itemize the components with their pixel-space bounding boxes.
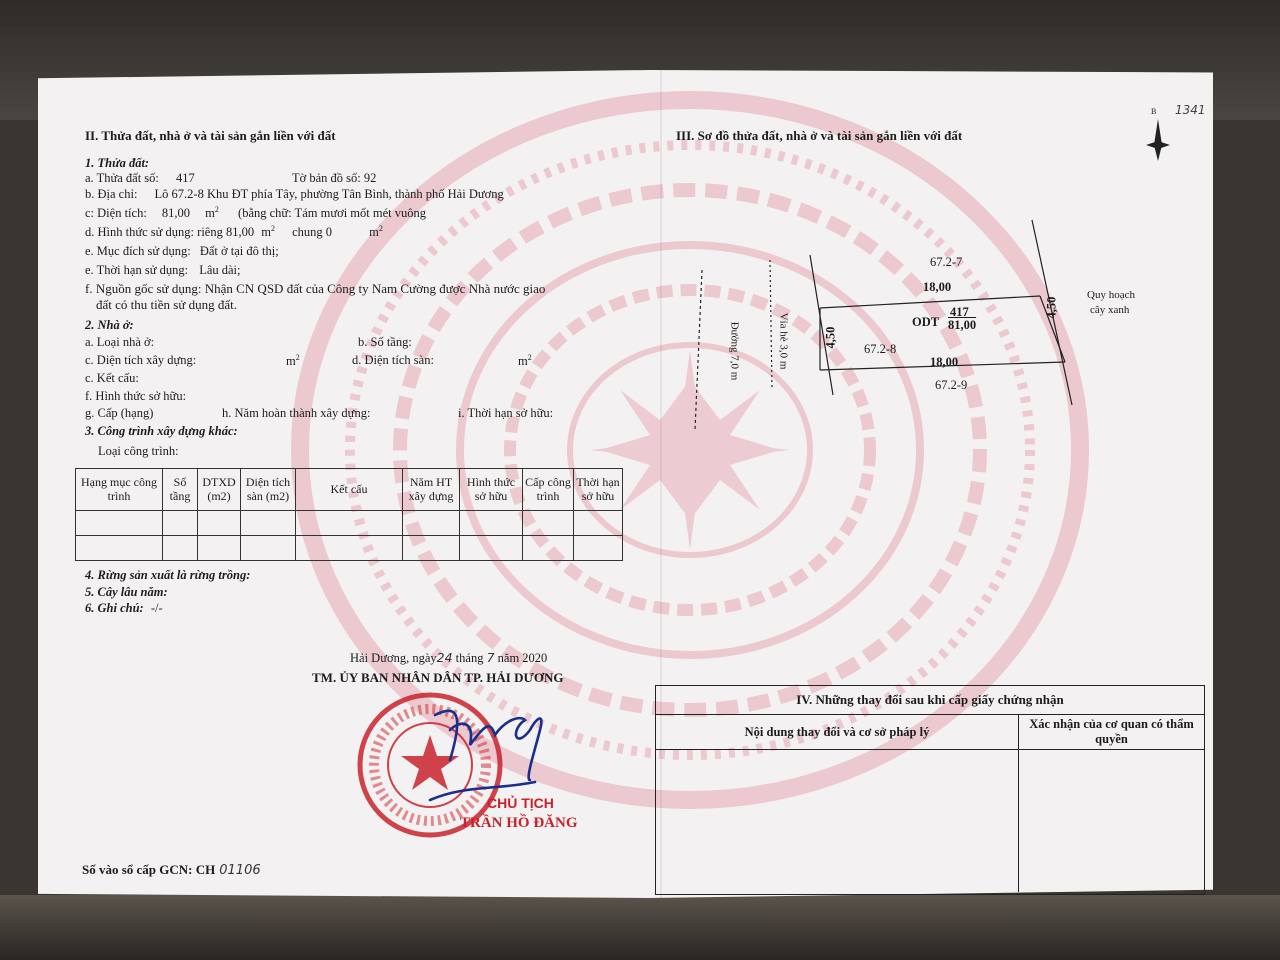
map-road: Đường 7,0 m [728, 321, 741, 381]
use-form-row: d. Hình thức sử dụng: riêng 81,00 $m^2$ chung 0 $m^2$ [85, 224, 383, 240]
corner-number: 1341 [1175, 103, 1206, 117]
area-label: c: Diện tích: [85, 206, 147, 221]
work-type-label: Loại công trình: [98, 444, 179, 458]
table-row [76, 536, 623, 561]
perennial-heading: 5. Cây lâu năm: [85, 585, 168, 599]
map-sheet-number: 92 [363, 171, 377, 185]
date-line: Hải Dương, ngày24 tháng 7 năm 2020 [350, 650, 548, 665]
date-day: 24 [436, 650, 453, 665]
purpose-row [85, 244, 279, 259]
north-label: B [1151, 107, 1157, 116]
structure-label: c. Kết cấu: [85, 371, 139, 385]
section-ii-title: II. Thửa đất, nhà ở và tài sản gắn liền với đất [85, 128, 336, 143]
col-term: Thời hạn sở hữu [574, 469, 623, 511]
forest-heading: 4. Rừng sản xuất là rừng trồng: [85, 568, 251, 582]
use-form-label: d. Hình thức sử dụng: [85, 225, 195, 240]
changes-col-confirm: Xác nhận của cơ quan có thẩm quyền [1029, 717, 1194, 746]
house-floors-label: b. Số tầng: [358, 335, 412, 349]
term-label: e. Thời hạn sử dụng: [85, 263, 189, 277]
background-bottom [0, 895, 1280, 960]
register-label: Số vào sổ cấp GCN: CH [82, 862, 216, 877]
floor-area-unit: $m^2$ [518, 353, 532, 369]
map-right-length: 4,50 [1044, 296, 1059, 319]
col-grade: Cấp công trình [523, 469, 574, 511]
changes-header [656, 715, 1204, 750]
map-sidewalk: Vỉa hè 3,0 m [777, 312, 790, 370]
year-label: h. Năm hoàn thành xây dựng: [222, 406, 371, 420]
purpose-value: Đất ở tại đô thị; [199, 244, 279, 258]
map-green-2: cây xanh [1090, 304, 1130, 316]
changes-body [656, 750, 1204, 892]
map-bottom-neighbor: 67.2-9 [935, 378, 968, 392]
north-arrow-icon [1140, 105, 1180, 165]
other-works-heading: 3. Công trình xây dựng khác: [85, 424, 238, 438]
date-month: 7 [486, 650, 495, 665]
col-floor-area: Diện tích sàn (m2) [241, 469, 296, 511]
map-bottom-length: 18,00 [930, 355, 959, 369]
floor-area-label: d. Diện tích sàn: [352, 353, 434, 367]
map-lot: 67.2-8 [864, 342, 897, 356]
address-value: Lô 67.2-8 Khu ĐT phía Tây, phường Tân Bình, thành phố Hải Dương [154, 187, 504, 201]
note-row [85, 601, 163, 616]
house-heading: 2. Nhà ở: [85, 318, 134, 332]
map-left-length: 4,50 [823, 326, 838, 349]
col-ownership: Hình thức sở hữu [460, 469, 523, 511]
area-words: (bằng chữ: Tám mươi mốt mét vuông [238, 206, 426, 221]
map-top-neighbor: 67.2-7 [930, 255, 963, 269]
table-row [76, 511, 623, 536]
table-header-row [76, 469, 623, 511]
col-dtxd: DTXD (m2) [198, 469, 241, 511]
ownership-label: f. Hình thức sở hữu: [85, 389, 187, 403]
grade-label: g. Cấp (hạng) [85, 406, 154, 420]
map-area: 81,00 [948, 318, 977, 332]
purpose-label: e. Mục đích sử dụng: [85, 244, 191, 258]
origin-label: f. Nguồn gốc sử dụng: [85, 281, 202, 296]
origin-value-1: Nhận CN QSD đất của Công ty Nam Cường được Nhà nước giao [204, 281, 546, 296]
area-unit: $m^2$ [205, 205, 219, 221]
col-item: Hạng mục công trình [76, 469, 163, 511]
area-row [85, 205, 426, 221]
note-label: 6. Ghi chú: [85, 601, 144, 615]
area-value: 81,00 [161, 206, 191, 221]
origin-row [85, 281, 545, 297]
address-row [85, 187, 504, 202]
signer-name: TRẦN HỒ ĐĂNG [460, 815, 578, 831]
changes-table [655, 685, 1205, 895]
origin-value-2: đất có thu tiền sử dụng đất. [96, 297, 237, 312]
use-form-private: riêng 81,00 [197, 225, 255, 240]
signature [425, 690, 575, 810]
land-heading: 1. Thửa đất: [85, 156, 150, 170]
term-row [85, 263, 241, 278]
use-form-common: chung 0 [292, 225, 333, 240]
changes-col-content: Nội dung thay đổi và cơ sở pháp lý [656, 715, 1019, 749]
register-number: 01106 [219, 863, 261, 878]
section-iii-title: III. Sơ đồ thửa đất, nhà ở và tài sản gắn liền với đất [676, 128, 963, 143]
map-code: ODT [912, 315, 940, 329]
term-value: Lâu dài; [199, 263, 241, 277]
map-green-1: Quy hoạch [1087, 289, 1135, 301]
note-value: -/- [150, 601, 163, 615]
parcel-label: a. Thửa đất số: [85, 171, 159, 185]
parcel-number: 417 [176, 171, 195, 185]
build-area-label: c. Diện tích xây dựng: [85, 353, 197, 367]
changes-title: IV. Những thay đổi sau khi cấp giấy chứng nhận [656, 686, 1204, 715]
col-structure: Kết cấu [296, 469, 403, 511]
build-area-unit: $m^2$ [286, 353, 300, 369]
map-parcel: 417 [950, 305, 969, 319]
register-row [82, 862, 261, 878]
parcel-row [85, 171, 195, 186]
authority-title: TM. ỦY BAN NHÂN DÂN TP. HẢI DƯƠNG [312, 670, 564, 685]
col-floors: Số tầng [163, 469, 198, 511]
own-term-label: i. Thời hạn sở hữu: [458, 406, 554, 420]
house-type-label: a. Loại nhà ở: [85, 335, 155, 349]
address-label: b. Địa chỉ: [85, 187, 138, 201]
map-sheet-row [292, 171, 376, 186]
map-top-length: 18,00 [923, 280, 952, 294]
col-year: Năm HT xây dựng [403, 469, 460, 511]
other-works-table [75, 468, 623, 561]
map-sheet-label: Tờ bản đồ số: [292, 171, 361, 185]
signer-title: CHỦ TỊCH [487, 795, 554, 811]
